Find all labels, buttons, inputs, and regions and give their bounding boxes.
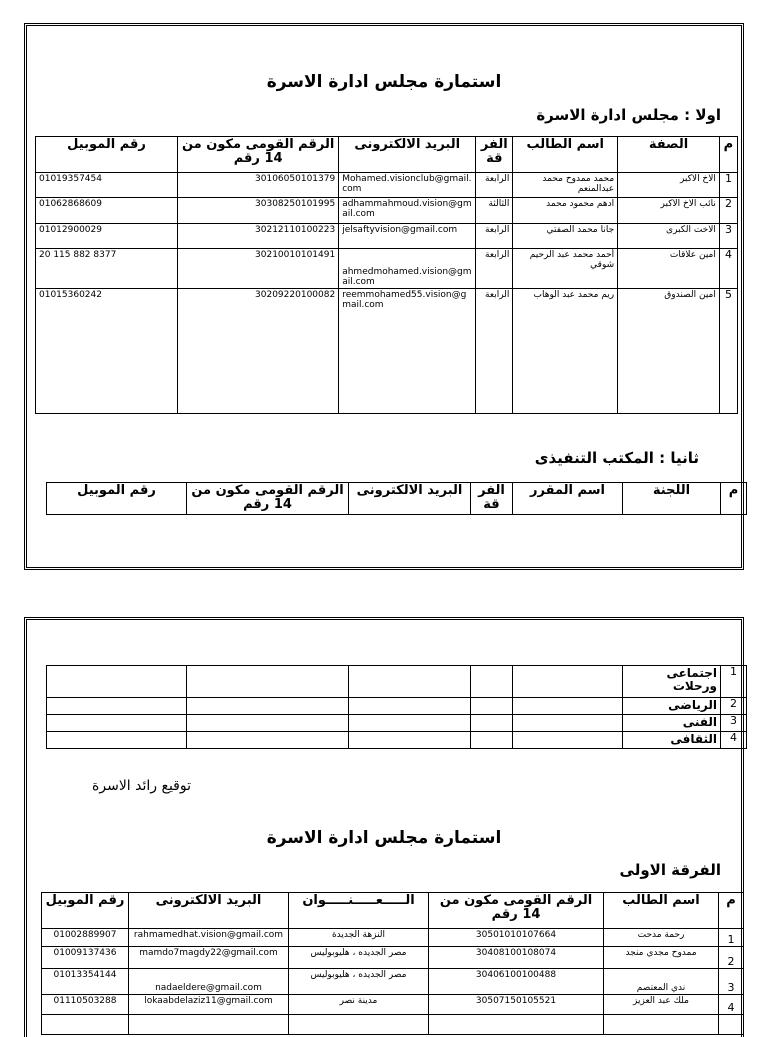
row-national-id: 30406100100488 <box>429 969 604 995</box>
row-committee: الرياضى <box>623 698 721 715</box>
empty-cell <box>289 1015 429 1035</box>
col-header-num: م <box>719 137 737 173</box>
row-year: الرابعة <box>476 224 513 249</box>
col-header-mobile: رقم الموبيل <box>42 893 129 929</box>
row-address: مصر الجديده ، هليوبوليس <box>289 947 429 969</box>
empty-cell <box>471 715 513 732</box>
executive-table-header <box>47 483 747 515</box>
row-name: أحمد محمد عبد الرحيم شوقي <box>513 249 618 289</box>
executive-table <box>46 482 747 515</box>
table-row <box>36 289 738 414</box>
table-row <box>47 732 747 749</box>
table-row <box>42 995 744 1015</box>
row-num: 2 <box>721 698 747 715</box>
first-year-table-header <box>42 893 744 929</box>
col-header-rapporteur: اسم المقرر <box>513 483 623 515</box>
row-role: امين الصندوق <box>618 289 720 414</box>
row-mobile: 01009137436 <box>42 947 129 969</box>
empty-cell <box>471 698 513 715</box>
empty-cell <box>47 715 187 732</box>
row-email: adhammahmoud.vision@gmail.com <box>339 198 476 224</box>
empty-cell <box>349 666 471 698</box>
section-first-year-title: الفرقة الاولى <box>619 861 721 879</box>
empty-cell <box>429 1015 604 1035</box>
empty-cell <box>513 698 623 715</box>
table-row <box>36 173 738 198</box>
row-num: 3 <box>719 224 737 249</box>
col-header-email: البريد الالكترونى <box>129 893 289 929</box>
row-national-id: 30210010101491 <box>178 249 339 289</box>
row-email: jelsaftyvision@gmail.com <box>339 224 476 249</box>
row-mobile: 01015360242 <box>36 289 178 414</box>
row-mobile: 01110503288 <box>42 995 129 1015</box>
row-name: رحمة مدحت <box>604 929 719 947</box>
row-name: محمد ممدوح محمد عبدالمنعم <box>513 173 618 198</box>
row-address: النزهة الجديدة <box>289 929 429 947</box>
col-header-mobile: رقم الموبيل <box>36 137 178 173</box>
empty-cell <box>187 666 349 698</box>
empty-cell <box>513 732 623 749</box>
table-row <box>42 929 744 947</box>
col-header-num: م <box>721 483 747 515</box>
row-role: نائب الاخ الاكبر <box>618 198 720 224</box>
empty-cell <box>349 715 471 732</box>
row-email: ahmedmohamed.vision@gmail.com <box>339 249 476 289</box>
row-national-id: 30106050101379 <box>178 173 339 198</box>
row-mobile: 01013354144 <box>42 969 129 995</box>
table-row <box>47 698 747 715</box>
section-board-title: اولا : مجلس ادارة الاسرة <box>536 106 721 124</box>
row-address: مدينة نصر <box>289 995 429 1015</box>
row-address: مصر الجديده ، هليوبوليس <box>289 969 429 995</box>
row-num: 1 <box>719 173 737 198</box>
empty-cell <box>513 715 623 732</box>
empty-cell <box>47 732 187 749</box>
row-num: 2 <box>719 947 744 969</box>
row-num: 1 <box>719 929 744 947</box>
col-header-mobile: رقم الموبيل <box>47 483 187 515</box>
row-name: ريم محمد عبد الوهاب <box>513 289 618 414</box>
row-num: 1 <box>721 666 747 698</box>
row-email: lokaabdelaziz11@gmail.com <box>129 995 289 1015</box>
row-mobile: 01062868609 <box>36 198 178 224</box>
row-name: ادهم محمود محمد <box>513 198 618 224</box>
row-name: ندي المعتصم <box>604 969 719 995</box>
row-national-id: 30212110100223 <box>178 224 339 249</box>
row-num: 4 <box>721 732 747 749</box>
table-row <box>47 715 747 732</box>
col-header-name: اسم الطالب <box>513 137 618 173</box>
empty-cell <box>471 666 513 698</box>
table-row <box>36 224 738 249</box>
row-role: الاخت الكبرى <box>618 224 720 249</box>
row-name: ممدوح مجدي منجد <box>604 947 719 969</box>
empty-cell <box>187 698 349 715</box>
row-name: جانا محمد الصفتي <box>513 224 618 249</box>
row-num: 5 <box>719 289 737 414</box>
form-page-1 <box>24 23 744 570</box>
empty-cell <box>47 698 187 715</box>
col-header-email: البريد الالكترونى <box>339 137 476 173</box>
row-committee: اجتماعى ورحلات <box>623 666 721 698</box>
empty-cell <box>187 732 349 749</box>
row-year: الرابعة <box>476 289 513 414</box>
row-num: 4 <box>719 249 737 289</box>
col-header-year: الفر قة <box>476 137 513 173</box>
col-header-year: الفر قة <box>471 483 513 515</box>
row-national-id: 30408100108074 <box>429 947 604 969</box>
empty-cell <box>187 715 349 732</box>
row-role: امين علاقات <box>618 249 720 289</box>
row-email: mamdo7magdy22@gmail.com <box>129 947 289 969</box>
row-email: Mohamed.visionclub@gmail.com <box>339 173 476 198</box>
empty-cell <box>349 732 471 749</box>
row-num: 4 <box>719 995 744 1015</box>
row-name: ملك عبد العزيز <box>604 995 719 1015</box>
board-table-header <box>36 137 738 173</box>
table-row <box>42 1015 744 1035</box>
board-table <box>35 136 738 414</box>
col-header-num: م <box>719 893 744 929</box>
col-header-role: الصفة <box>618 137 720 173</box>
first-year-table <box>41 892 744 1035</box>
row-committee: الفنى <box>623 715 721 732</box>
row-national-id: 30501010107664 <box>429 929 604 947</box>
signature-label: توقيع رائد الاسرة <box>92 778 191 794</box>
col-header-address: الـــــعـــــنـــــوان <box>289 893 429 929</box>
table-row <box>36 249 738 289</box>
col-header-national-id: الرقم القومى مكون من 14 رقم <box>429 893 604 929</box>
row-committee: الثقافى <box>623 732 721 749</box>
section-executive-title: ثانيا : المكتب التنفيذى <box>534 449 699 467</box>
row-email: nadaeldere@gmail.com <box>129 969 289 995</box>
row-email: rahmamedhat.vision@gmail.com <box>129 929 289 947</box>
col-header-committee: اللجنة <box>623 483 721 515</box>
row-year: الثالثة <box>476 198 513 224</box>
empty-cell <box>604 1015 719 1035</box>
table-row <box>36 198 738 224</box>
row-national-id: 30209220100082 <box>178 289 339 414</box>
row-num: 2 <box>719 198 737 224</box>
row-email: reemmohamed55.vision@gmail.com <box>339 289 476 414</box>
col-header-national-id: الرقم القومى مكون من 14 رقم <box>178 137 339 173</box>
empty-cell <box>42 1015 129 1035</box>
row-national-id: 30507150105521 <box>429 995 604 1015</box>
empty-cell <box>349 698 471 715</box>
empty-cell <box>513 666 623 698</box>
row-num: 3 <box>719 969 744 995</box>
form-page-2 <box>24 617 744 1037</box>
table-row <box>47 666 747 698</box>
row-year: الرابعة <box>476 173 513 198</box>
row-mobile: 01002889907 <box>42 929 129 947</box>
empty-cell <box>719 1015 744 1035</box>
col-header-national-id: الرقم القومى مكون من 14 رقم <box>187 483 349 515</box>
row-national-id: 30308250101995 <box>178 198 339 224</box>
col-header-name: اسم الطالب <box>604 893 719 929</box>
row-role: الاخ الاكبر <box>618 173 720 198</box>
row-year: الرابعة <box>476 249 513 289</box>
table-row <box>42 969 744 995</box>
col-header-email: البريد الالكترونى <box>349 483 471 515</box>
committees-table <box>46 665 747 749</box>
row-mobile: 20 115 882 8377 <box>36 249 178 289</box>
empty-cell <box>129 1015 289 1035</box>
row-mobile: 01019357454 <box>36 173 178 198</box>
empty-cell <box>471 732 513 749</box>
empty-cell <box>47 666 187 698</box>
form-title: استمارة مجلس ادارة الاسرة <box>266 72 502 92</box>
form-title: استمارة مجلس ادارة الاسرة <box>266 828 502 848</box>
row-mobile: 01012900029 <box>36 224 178 249</box>
table-row <box>42 947 744 969</box>
row-num: 3 <box>721 715 747 732</box>
